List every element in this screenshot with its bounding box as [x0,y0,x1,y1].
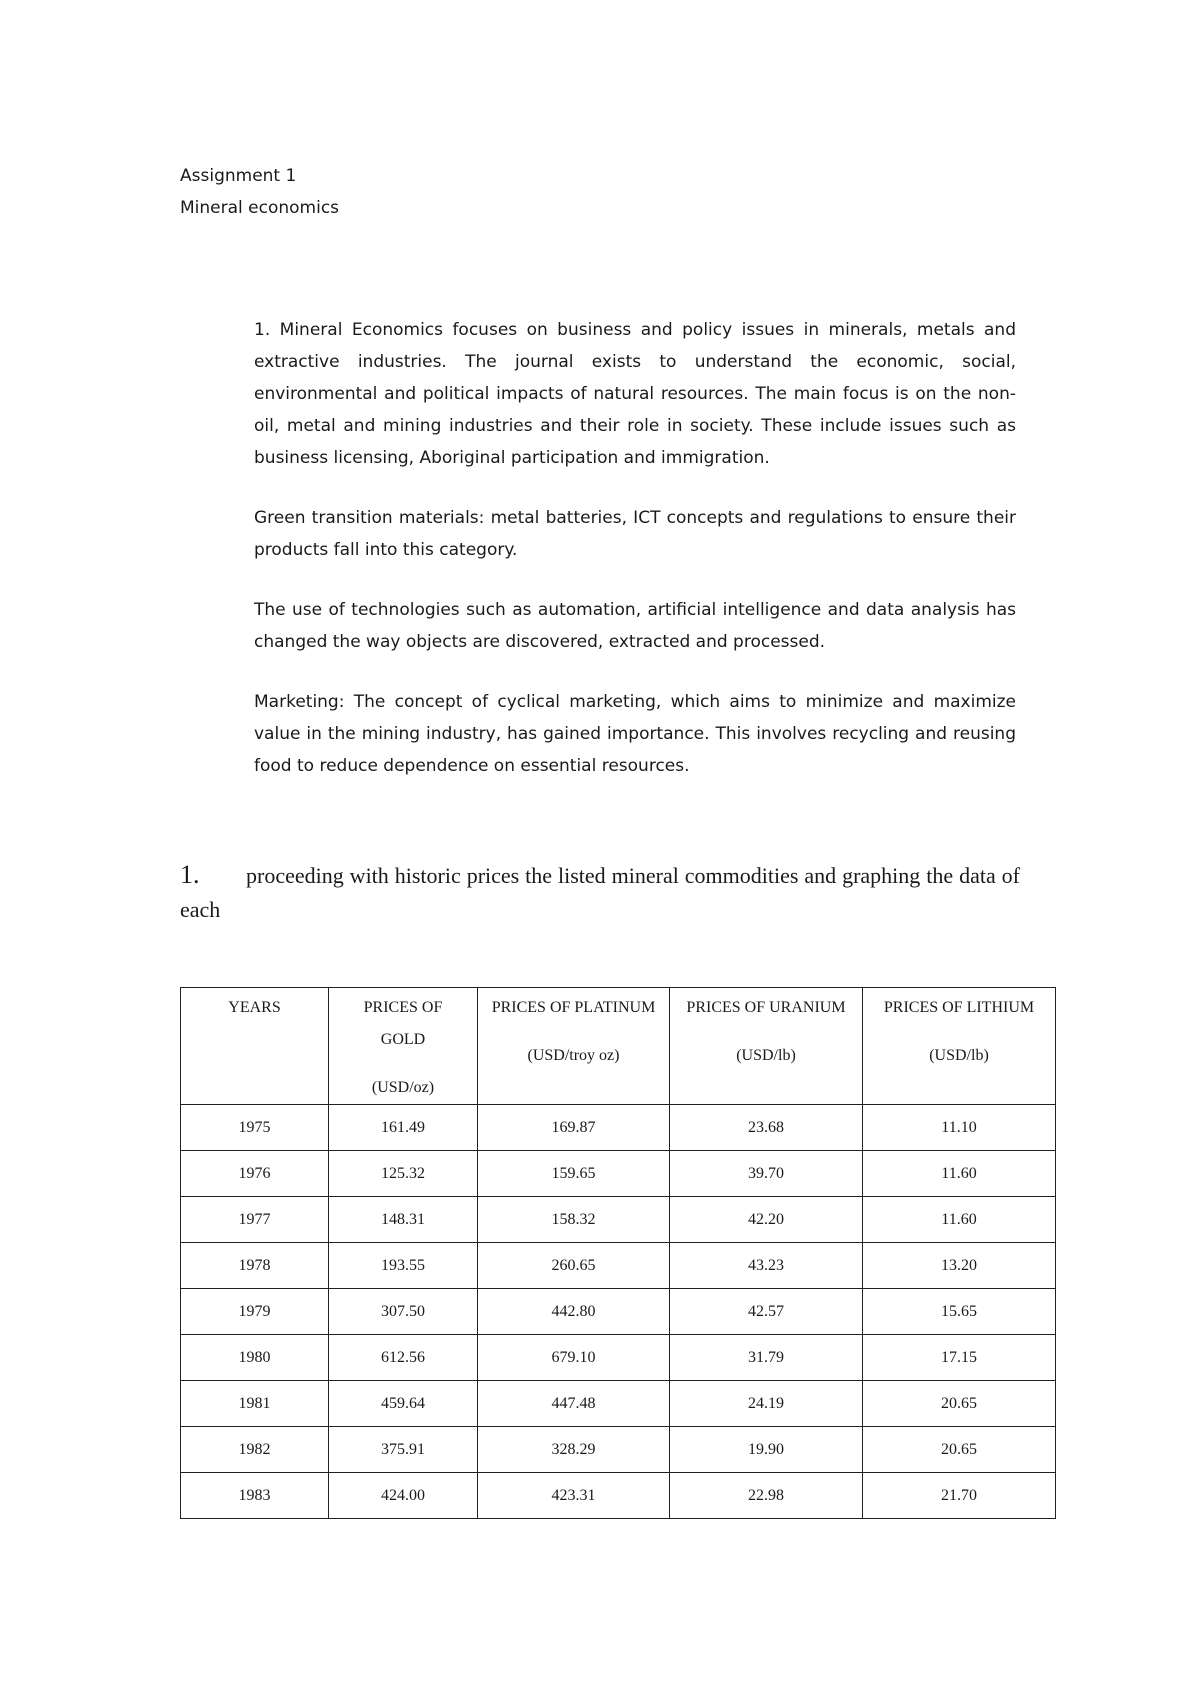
cell-year: 1977 [181,1197,329,1243]
header-years: YEARS [181,988,329,1105]
assignment-title: Assignment 1 [180,166,297,186]
cell-uranium: 39.70 [670,1151,863,1197]
cell-uranium: 43.23 [670,1243,863,1289]
table-row [181,1151,1056,1197]
cell-platinum: 423.31 [478,1473,670,1519]
cell-gold: 125.32 [329,1151,478,1197]
cell-gold: 161.49 [329,1105,478,1151]
cell-platinum: 328.29 [478,1427,670,1473]
cell-lithium: 11.60 [863,1197,1056,1243]
cell-gold: 148.31 [329,1197,478,1243]
header-gold: PRICES OF GOLD (USD/oz) [329,988,478,1105]
cell-platinum: 159.65 [478,1151,670,1197]
cell-uranium: 23.68 [670,1105,863,1151]
cell-platinum: 447.48 [478,1381,670,1427]
paragraph-technologies: The use of technologies such as automation, artificial intelligence and data analysis has changed the way objects are discovered, extracted and processed. [254,600,1016,652]
cell-platinum: 679.10 [478,1335,670,1381]
cell-uranium: 31.79 [670,1335,863,1381]
cell-gold: 424.00 [329,1473,478,1519]
cell-lithium: 20.65 [863,1427,1056,1473]
cell-year: 1978 [181,1243,329,1289]
paragraph-mineral-economics: 1. Mineral Economics focuses on business and policy issues in minerals, metals and extractive industries. The journal exists to understand the economic, social, environmental and political impacts of natural resources. The main focus is on the non-oil, metal and mining industries and their role in society. These include issues such as business licensing, Aboriginal participation and immigration. [254,320,1016,468]
cell-platinum: 260.65 [478,1243,670,1289]
header-uranium: PRICES OF URANIUM (USD/lb) [670,988,863,1105]
table-row [181,1335,1056,1381]
cell-platinum: 442.80 [478,1289,670,1335]
paragraph-green-transition: Green transition materials: metal batteries, ICT concepts and regulations to ensure their products fall into this category. [254,508,1016,560]
header-platinum: PRICES OF PLATINUM (USD/troy oz) [478,988,670,1105]
cell-year: 1975 [181,1105,329,1151]
cell-lithium: 21.70 [863,1473,1056,1519]
cell-lithium: 11.10 [863,1105,1056,1151]
cell-uranium: 42.57 [670,1289,863,1335]
table-row [181,1473,1056,1519]
cell-year: 1983 [181,1473,329,1519]
table-header-row [181,988,1056,1105]
cell-platinum: 169.87 [478,1105,670,1151]
cell-lithium: 20.65 [863,1381,1056,1427]
cell-uranium: 22.98 [670,1473,863,1519]
cell-lithium: 15.65 [863,1289,1056,1335]
cell-lithium: 13.20 [863,1243,1056,1289]
table-row [181,1381,1056,1427]
table-row [181,1197,1056,1243]
cell-gold: 307.50 [329,1289,478,1335]
cell-year: 1982 [181,1427,329,1473]
cell-gold: 193.55 [329,1243,478,1289]
table-row [181,1105,1056,1151]
table-row [181,1243,1056,1289]
document-header [180,160,339,224]
price-table [180,987,1056,1519]
section-number: 1. [180,860,200,889]
header-lithium: PRICES OF LITHIUM (USD/lb) [863,988,1056,1105]
cell-uranium: 42.20 [670,1197,863,1243]
cell-gold: 612.56 [329,1335,478,1381]
table-body [181,1105,1056,1519]
cell-lithium: 11.60 [863,1151,1056,1197]
cell-uranium: 19.90 [670,1427,863,1473]
cell-year: 1981 [181,1381,329,1427]
cell-year: 1979 [181,1289,329,1335]
body-text [254,314,1016,782]
cell-lithium: 17.15 [863,1335,1056,1381]
course-subtitle: Mineral economics [180,198,340,218]
cell-platinum: 158.32 [478,1197,670,1243]
paragraph-marketing: Marketing: The concept of cyclical marketing, which aims to minimize and maximize value in the mining industry, has gained importance. This involves recycling and reusing food to reduce dependence on essential resources. [254,692,1016,776]
cell-year: 1980 [181,1335,329,1381]
table-row [181,1427,1056,1473]
cell-year: 1976 [181,1151,329,1197]
section-heading [180,858,1020,927]
section-text: proceeding with historic prices the listed mineral commodities and graphing the data of each [180,863,1020,922]
cell-uranium: 24.19 [670,1381,863,1427]
table-row [181,1289,1056,1335]
cell-gold: 459.64 [329,1381,478,1427]
cell-gold: 375.91 [329,1427,478,1473]
